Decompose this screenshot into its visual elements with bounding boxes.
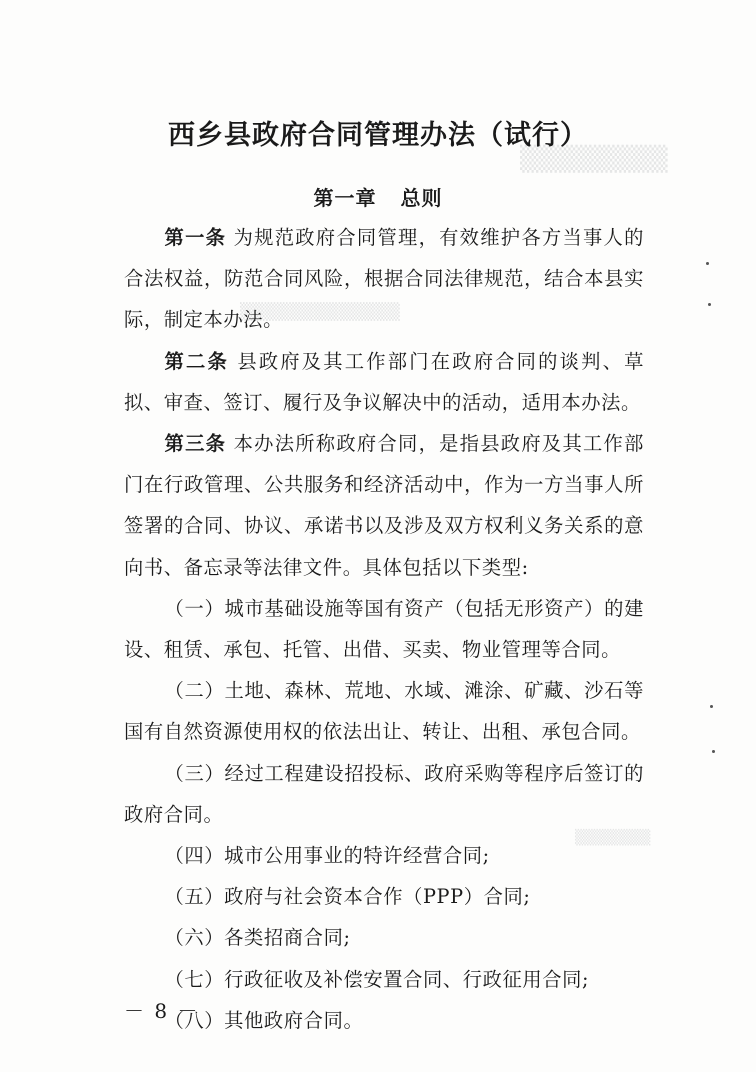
scan-speck bbox=[706, 262, 709, 265]
list-item: （一）城市基础设施等国有资产（包括无形资产）的建设、租赁、承包、托管、出借、买卖、物业管理等合同。 bbox=[124, 596, 644, 662]
article-text: 县政府及其工作部门在政府合同的谈判、草拟、审查、签订、履行及争议解决中的活动，适用本办法。 bbox=[124, 349, 644, 414]
article-label: 第三条 bbox=[164, 432, 227, 456]
scan-speck bbox=[712, 750, 715, 753]
article-text: 为规范政府合同管理，有效维护各方当事人的合法权益，防范合同风险，根据合同法律规范，结合本县实际，制定本办法。 bbox=[124, 226, 644, 332]
article-text: 本办法所称政府合同，是指县政府及其工作部门在行政管理、公共服务和经济活动中，作为一方当事人所签署的合同、协议、承诺书以及涉及双方权利义务关系的意向书、备忘录等法律文件。具体包括以下类型: bbox=[124, 432, 644, 579]
scan-speck bbox=[708, 303, 711, 306]
chapter-number: 第一章 bbox=[313, 186, 377, 210]
scan-speck bbox=[710, 705, 713, 708]
list-item: （八）其他政府合同。 bbox=[164, 1008, 364, 1032]
list-item: （七）行政征收及补偿安置合同、行政征用合同; bbox=[164, 967, 590, 991]
page-number: － 8 － bbox=[124, 999, 200, 1023]
bleed-through-marks: ▒▒▒▒▒▒▒▒▒▒▒▒▒ bbox=[240, 302, 400, 321]
list-item: （三）经过工程建设招投标、政府采购等程序后签订的政府合同。 bbox=[124, 761, 644, 826]
list-item: （四）城市公用事业的特许经营合同; bbox=[164, 844, 490, 868]
article-2 bbox=[124, 341, 644, 423]
article-1 bbox=[124, 217, 644, 341]
chapter-heading bbox=[0, 182, 756, 211]
chapter-name: 总则 bbox=[400, 186, 443, 210]
article-label: 第一条 bbox=[164, 226, 227, 249]
bleed-through-marks: ▒▒▒▒▒▒▒▒ bbox=[520, 145, 668, 173]
article-3 bbox=[124, 423, 644, 588]
list-item: （六）各类招商合同; bbox=[164, 926, 351, 950]
document-title: 西乡县政府合同管理办法（试行） bbox=[168, 120, 588, 152]
document-body bbox=[124, 217, 644, 1041]
list-item: （五）政府与社会资本合作（PPP）合同; bbox=[164, 885, 531, 909]
list-item: （二）土地、森林、荒地、水域、滩涂、矿藏、沙石等国有自然资源使用权的依法出让、转让、出租、承包合同。 bbox=[124, 679, 644, 744]
article-label: 第二条 bbox=[164, 349, 229, 373]
bleed-through-marks: ▒▒▒▒▒▒▒ bbox=[575, 830, 651, 846]
